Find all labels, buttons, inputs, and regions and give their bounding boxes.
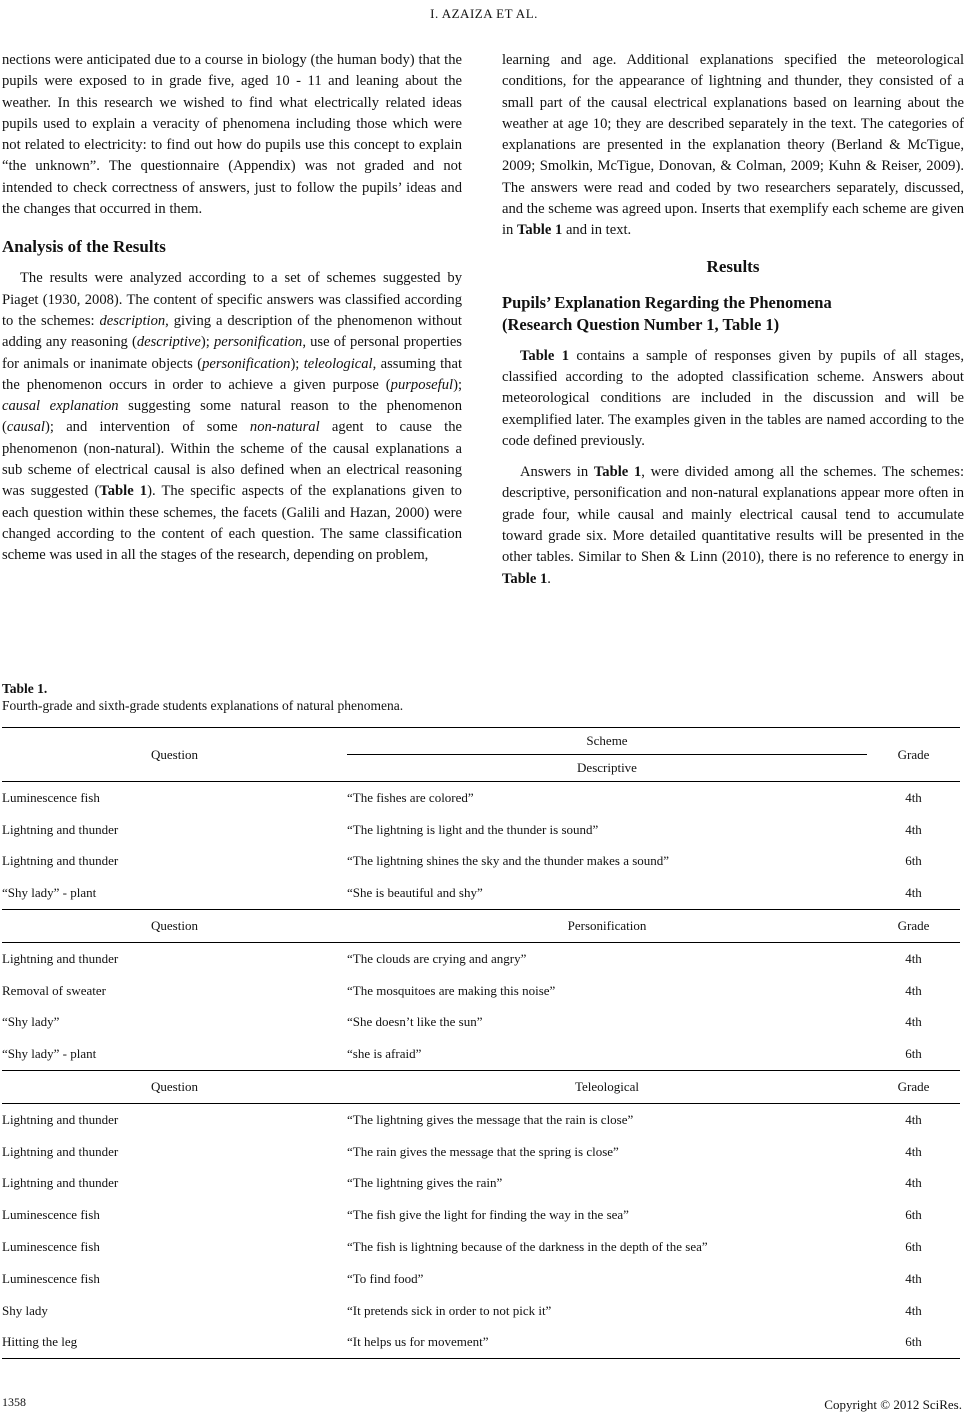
table-row xyxy=(2,1295,960,1327)
table-row xyxy=(2,942,960,974)
table-row xyxy=(2,846,960,878)
table-row xyxy=(2,1103,960,1135)
cell-answer: “she is afraid” xyxy=(347,1046,422,1062)
table-row xyxy=(2,1038,960,1070)
text-span: ); xyxy=(453,376,462,393)
table-row xyxy=(2,975,960,1007)
italic-term: teleological xyxy=(303,355,373,372)
cell-grade: 6th xyxy=(867,1327,960,1359)
table-row xyxy=(2,1263,960,1295)
header-question: Question xyxy=(2,728,347,782)
italic-term: personification xyxy=(213,334,303,351)
subsection-heading xyxy=(502,292,964,336)
cell-question: Lightning and thunder xyxy=(2,1175,119,1191)
page-number: 1358 xyxy=(2,1395,26,1409)
header-scheme-name: Personification xyxy=(347,910,867,943)
paragraph xyxy=(502,462,964,590)
table-row xyxy=(2,1199,960,1231)
cell-question: Removal of sweater xyxy=(2,982,106,998)
italic-term: non-natural xyxy=(249,419,320,436)
header-question: Question xyxy=(2,910,347,943)
table-header-row xyxy=(2,728,960,755)
cell-answer: “The fish give the light for finding the way in the sea” xyxy=(347,1207,629,1223)
cell-question: Lightning and thunder xyxy=(2,1103,347,1135)
table-caption-text: Fourth-grade and sixth-grade students explanations of natural phenomena. xyxy=(2,698,404,713)
cell-grade: 4th xyxy=(905,1270,922,1286)
cell-answer: “It helps us for movement” xyxy=(347,1327,867,1359)
running-header: I. AZAIZA ET AL. xyxy=(430,6,538,21)
subsection-heading-line: (Research Question Number 1, Table 1) xyxy=(502,314,780,334)
table-reference: Table 1 xyxy=(517,222,563,239)
paragraph xyxy=(502,50,964,242)
cell-answer: “It pretends sick in order to not pick it” xyxy=(347,1302,552,1318)
table-row xyxy=(2,1168,960,1200)
header-grade: Grade xyxy=(867,910,960,943)
table-reference: Table 1 xyxy=(520,347,569,364)
header-question: Question xyxy=(2,1071,347,1104)
italic-term: descriptive xyxy=(136,334,201,351)
cell-answer: “The mosquitoes are making this noise” xyxy=(347,982,556,998)
italic-term: causal explanation xyxy=(2,398,119,415)
text-span: ); xyxy=(290,355,304,372)
right-column xyxy=(502,50,964,590)
cell-answer: “She doesn’t like the sun” xyxy=(347,1014,483,1030)
cell-grade: 6th xyxy=(905,853,922,869)
text-span: The results were analyzed according to a set of schemes suggested by Piaget (1930, 2008). The content of specific answers was classified according to the schemes: xyxy=(2,270,462,329)
cell-grade: 4th xyxy=(867,782,960,814)
paragraph xyxy=(502,346,964,452)
italic-term: personification xyxy=(202,355,291,372)
cell-question: Luminescence fish xyxy=(2,1207,100,1223)
cell-grade: 4th xyxy=(867,1103,960,1135)
section-header-row xyxy=(2,1071,960,1104)
cell-grade: 4th xyxy=(905,1014,922,1030)
text-span: , were divided among all the schemes. The schemes: descriptive, personification and non-natural explanations appear more often in grade four, while causal and mainly electrical causal tend to accumulate toward grade six. More detailed quantitative results will be presented in the other tables. Similar to Shen & Linn (2010), there is no reference to energy in xyxy=(502,464,964,566)
cell-question: “Shy lady” xyxy=(2,1014,60,1030)
cell-answer: “The rain gives the message that the spring is close” xyxy=(347,1143,619,1159)
table-reference: Table 1 xyxy=(99,483,148,500)
cell-answer: “The lightning gives the message that the rain is close” xyxy=(347,1103,867,1135)
table-row xyxy=(2,1136,960,1168)
cell-grade: 4th xyxy=(905,1302,922,1318)
cell-question: Lightning and thunder xyxy=(2,1143,119,1159)
cell-answer: “To find food” xyxy=(347,1270,424,1286)
paragraph: nections were anticipated due to a course in biology (the human body) that the pupils were exposed to in grade five, aged 10 - 11 and leaning about the weather. In this research we wished to find what electrically related ideas pupils used to explain a veracity of phenomena including those which were not related to electricity: to find out how do pupils use this concept to explain “the unknown”. The questionnaire (Appendix) was not graded and not intended to check correctness of answers, just to follow the pupils’ ideas and the changes that occurred in them. xyxy=(2,52,462,218)
cell-question: Hitting the leg xyxy=(2,1327,347,1359)
cell-answer: “The lightning is light and the thunder is sound” xyxy=(347,821,599,837)
text-span: agent to cause the phenomenon (non-natural). Within the scheme of the causal explanations a sub scheme of electrical causal is also defined when an electrical reasoning was suggested ( xyxy=(2,419,462,500)
cell-answer: “She is beautiful and shy” xyxy=(347,885,483,901)
header-grade: Grade xyxy=(867,728,960,782)
cell-grade: 4th xyxy=(905,1143,922,1159)
cell-answer: “The fish is lightning because of the darkness in the depth of the sea” xyxy=(347,1239,708,1255)
cell-question: Lightning and thunder xyxy=(2,942,347,974)
text-span: , giving a description of the phenomenon without adding any reasoning ( xyxy=(2,312,462,351)
cell-answer: “The lightning shines the sky and the thunder makes a sound” xyxy=(347,853,670,869)
left-column xyxy=(2,50,462,567)
table-row xyxy=(2,782,960,814)
table-row xyxy=(2,877,960,909)
header-grade: Grade xyxy=(867,1071,960,1104)
cell-grade: 6th xyxy=(905,1046,922,1062)
text-span: suggesting some natural reason to the phenomenon ( xyxy=(2,398,462,436)
text-span: learning and age. Additional explanations specified the meteorological conditions, for the appearance of lightning and thunder, they consisted of a small part of the causal electrical explanations based on learning about the weather at age 10; they are described separately in the text. The categories of explanations are presented in the explanation theory (Berland & McTigue, 2009; Smolkin, McTigue, Donovan, & Colman, 2009; Kuhn & Reiser, 2009). The answers were read and coded by two researchers separately, discussed, and the scheme was agreed upon. Inserts that exemplify each scheme are given in xyxy=(502,52,964,239)
cell-answer: “The clouds are crying and angry” xyxy=(347,942,867,974)
cell-question: Luminescence fish xyxy=(2,782,347,814)
section-heading: Analysis of the Results xyxy=(2,237,166,257)
cell-question: Shy lady xyxy=(2,1302,48,1318)
text-span: . xyxy=(547,570,551,587)
text-span: ); and intervention of some xyxy=(44,419,250,436)
table-reference: Table 1 xyxy=(593,464,642,481)
subsection-heading-line: Pupils’ Explanation Regarding the Phenomena xyxy=(502,292,832,312)
cell-grade: 4th xyxy=(867,942,960,974)
cell-answer: “The fishes are colored” xyxy=(347,782,867,814)
text-span: Answers in xyxy=(520,464,594,481)
section-heading: Results xyxy=(706,256,760,276)
text-span: ); xyxy=(200,334,214,351)
cell-question: Luminescence fish xyxy=(2,1270,100,1286)
cell-grade: 4th xyxy=(905,885,922,901)
text-span: contains a sample of responses given by pupils of all stages, classified according to the adopted classification scheme. Answers about meteorological conditions are included in the discussion and will be exemplified later. The examples given in the tables are named according to the code defined previously. xyxy=(502,347,964,449)
text-span: , assuming that the phenomenon occurs in order to achieve a given purpose ( xyxy=(2,355,462,393)
text-span: ). The specific aspects of the explanations given to each question within these schemes, the facets (Galili and Hazan, 2000) were changed according to the content of each question. The same classification scheme was used in all the stages of the research, depending on problem, xyxy=(2,483,462,564)
section-header-row xyxy=(2,910,960,943)
cell-question: “Shy lady” - plant xyxy=(2,1046,97,1062)
cell-grade: 4th xyxy=(905,982,922,998)
cell-grade: 4th xyxy=(905,1175,922,1191)
paragraph xyxy=(2,268,462,566)
text-span: and in text. xyxy=(562,222,632,239)
table-row xyxy=(2,1007,960,1039)
header-scheme: Scheme xyxy=(347,728,867,755)
cell-grade: 6th xyxy=(905,1207,922,1223)
table-row xyxy=(2,814,960,846)
table-row xyxy=(2,1231,960,1263)
cell-answer: “The lightning gives the rain” xyxy=(347,1175,503,1191)
italic-term: causal xyxy=(6,419,45,436)
cell-question: “Shy lady” - plant xyxy=(2,885,97,901)
table-label: Table 1. xyxy=(2,681,48,696)
copyright: Copyright © 2012 SciRes. xyxy=(824,1397,962,1412)
results-table xyxy=(2,727,960,1359)
cell-question: Lightning and thunder xyxy=(2,821,119,837)
header-scheme-name: Teleological xyxy=(347,1071,867,1104)
cell-question: Luminescence fish xyxy=(2,1239,100,1255)
text-span: , use of personal properties for animals or inanimate objects ( xyxy=(2,334,462,372)
table-caption xyxy=(2,680,403,714)
italic-term: description xyxy=(99,312,166,329)
header-scheme-descriptive: Descriptive xyxy=(577,760,637,775)
cell-grade: 6th xyxy=(905,1239,922,1255)
table-row xyxy=(2,1327,960,1359)
cell-grade: 4th xyxy=(905,821,922,837)
table-reference: Table 1 xyxy=(502,570,548,587)
italic-term: purposeful xyxy=(390,376,454,393)
cell-question: Lightning and thunder xyxy=(2,853,119,869)
